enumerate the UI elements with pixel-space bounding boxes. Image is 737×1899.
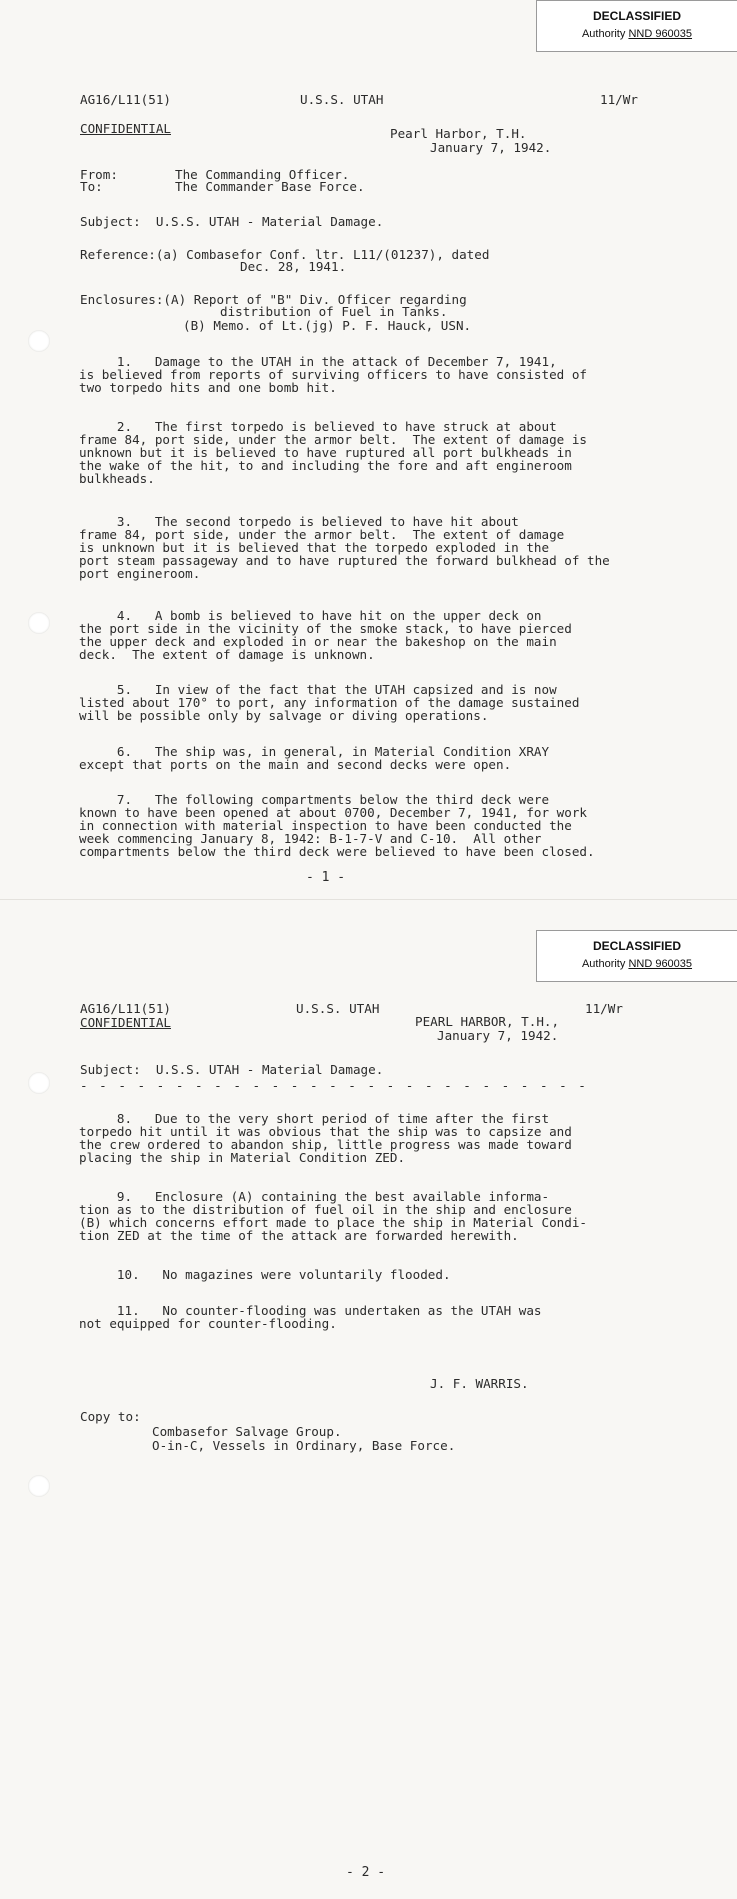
paragraph-7: 7. The following compartments below the third deck were known to have been opened at about 0700, December 7, 1941, for work in connection with material inspection to have been conducted the week commencing January 8, 1942: B-1-7-V and C-10. All other compartments below the third deck were believed to have been closed. <box>79 792 595 859</box>
enclosure-line: Enclosures:(A) Report of "B" Div. Officer regarding <box>80 292 467 307</box>
place: PEARL HARBOR, T.H., <box>415 1014 560 1029</box>
punch-hole <box>28 612 50 634</box>
date: January 7, 1942. <box>437 1028 559 1043</box>
enclosure-line: distribution of Fuel in Tanks. <box>220 304 448 319</box>
paragraph-3: 3. The second torpedo is believed to have hit about frame 84, port side, under the armor belt. The extent of damage is unknown but it is believed that the torpedo exploded in the port steam passageway and to have ruptured the forward bulkhead of the port engineroom. <box>79 514 610 581</box>
file-code: AG16/L11(51) <box>80 92 171 107</box>
classification: CONFIDENTIAL <box>80 121 171 136</box>
subject-line: Subject: U.S.S. UTAH - Material Damage. <box>80 214 384 229</box>
file-code: AG16/L11(51) <box>80 1001 171 1016</box>
to-value: The Commander Base Force. <box>175 179 365 194</box>
stamp-authority: Authority NND 960035 <box>581 28 693 40</box>
ref-code: 11/Wr <box>600 92 638 107</box>
place: Pearl Harbor, T.H. <box>390 126 527 141</box>
reference-line: Dec. 28, 1941. <box>240 259 347 274</box>
paragraph-6: 6. The ship was, in general, in Material Condition XRAY except that ports on the main and second decks were open. <box>79 744 550 772</box>
paragraph-10: 10. No magazines were voluntarily flooded. <box>79 1267 451 1282</box>
from-label: From: <box>80 167 118 182</box>
copy-to-label: Copy to: <box>80 1409 141 1424</box>
ship-name: U.S.S. UTAH <box>300 92 384 107</box>
punch-hole <box>28 330 50 352</box>
paragraph-9: 9. Enclosure (A) containing the best available informa- tion as to the distribution of fuel oil in the ship and enclosure (B) which concerns effort made to place the ship in Material Condi- tion ZED at the time of the attack are forwarded herewith. <box>79 1189 587 1243</box>
punch-hole <box>28 1072 50 1094</box>
to-label: To: <box>80 179 103 194</box>
stamp-authority: Authority NND 960035 <box>581 958 693 970</box>
stamp-title: DECLASSIFIED <box>592 9 681 23</box>
from-value: The Commanding Officer. <box>175 167 350 182</box>
page-number: - 1 - <box>306 870 346 885</box>
paragraph-8: 8. Due to the very short period of time after the first torpedo hit until it was obvious that the ship was to capsize and the crew ordered to abandon ship, little progress was made toward placing the ship in Material Condition ZED. <box>79 1111 572 1165</box>
paragraph-2: 2. The first torpedo is believed to have struck at about frame 84, port side, under the armor belt. The extent of damage is unknown but it is believed to have ruptured all port bulkheads in the wake of the hit, to and including the fore and aft engineroom bulkheads. <box>79 419 587 486</box>
subject-line: Subject: U.S.S. UTAH - Material Damage. <box>80 1062 384 1077</box>
copy-to-item: O-in-C, Vessels in Ordinary, Base Force. <box>152 1438 456 1453</box>
document-page-2 <box>0 900 737 1899</box>
paragraph-1: 1. Damage to the UTAH in the attack of December 7, 1941, is believed from reports of surviving officers to have consisted of two torpedo hits and one bomb hit. <box>79 354 587 395</box>
reference-line: Reference:(a) Combasefor Conf. ltr. L11/(01237), dated <box>80 247 490 262</box>
ship-name: U.S.S. UTAH <box>296 1001 380 1016</box>
enclosure-line: (B) Memo. of Lt.(jg) P. F. Hauck, USN. <box>183 318 472 333</box>
page-number: - 2 - <box>346 1865 386 1880</box>
declassified-stamp <box>536 0 737 52</box>
declassified-stamp <box>536 930 737 982</box>
ref-code: 11/Wr <box>585 1001 623 1016</box>
stamp-title: DECLASSIFIED <box>592 939 681 953</box>
document-page-1 <box>0 0 737 900</box>
classification: CONFIDENTIAL <box>80 1015 171 1030</box>
signature: J. F. WARRIS. <box>430 1376 529 1391</box>
punch-hole <box>28 1475 50 1497</box>
copy-to-item: Combasefor Salvage Group. <box>152 1424 342 1439</box>
paragraph-4: 4. A bomb is believed to have hit on the upper deck on the port side in the vicinity of the smoke stack, to have pierced the upper deck and exploded in or near the bakeshop on the main deck. The extent of damage is unknown. <box>79 608 572 662</box>
divider-line: - - - - - - - - - - - - - - - - - - - - - - - - - - - <box>80 1078 588 1093</box>
date: January 7, 1942. <box>430 140 552 155</box>
paragraph-11: 11. No counter-flooding was undertaken as the UTAH was not equipped for counter-flooding. <box>79 1303 542 1331</box>
paragraph-5: 5. In view of the fact that the UTAH capsized and is now listed about 170° to port, any information of the damage sustained will be possible only by salvage or diving operations. <box>79 682 580 723</box>
